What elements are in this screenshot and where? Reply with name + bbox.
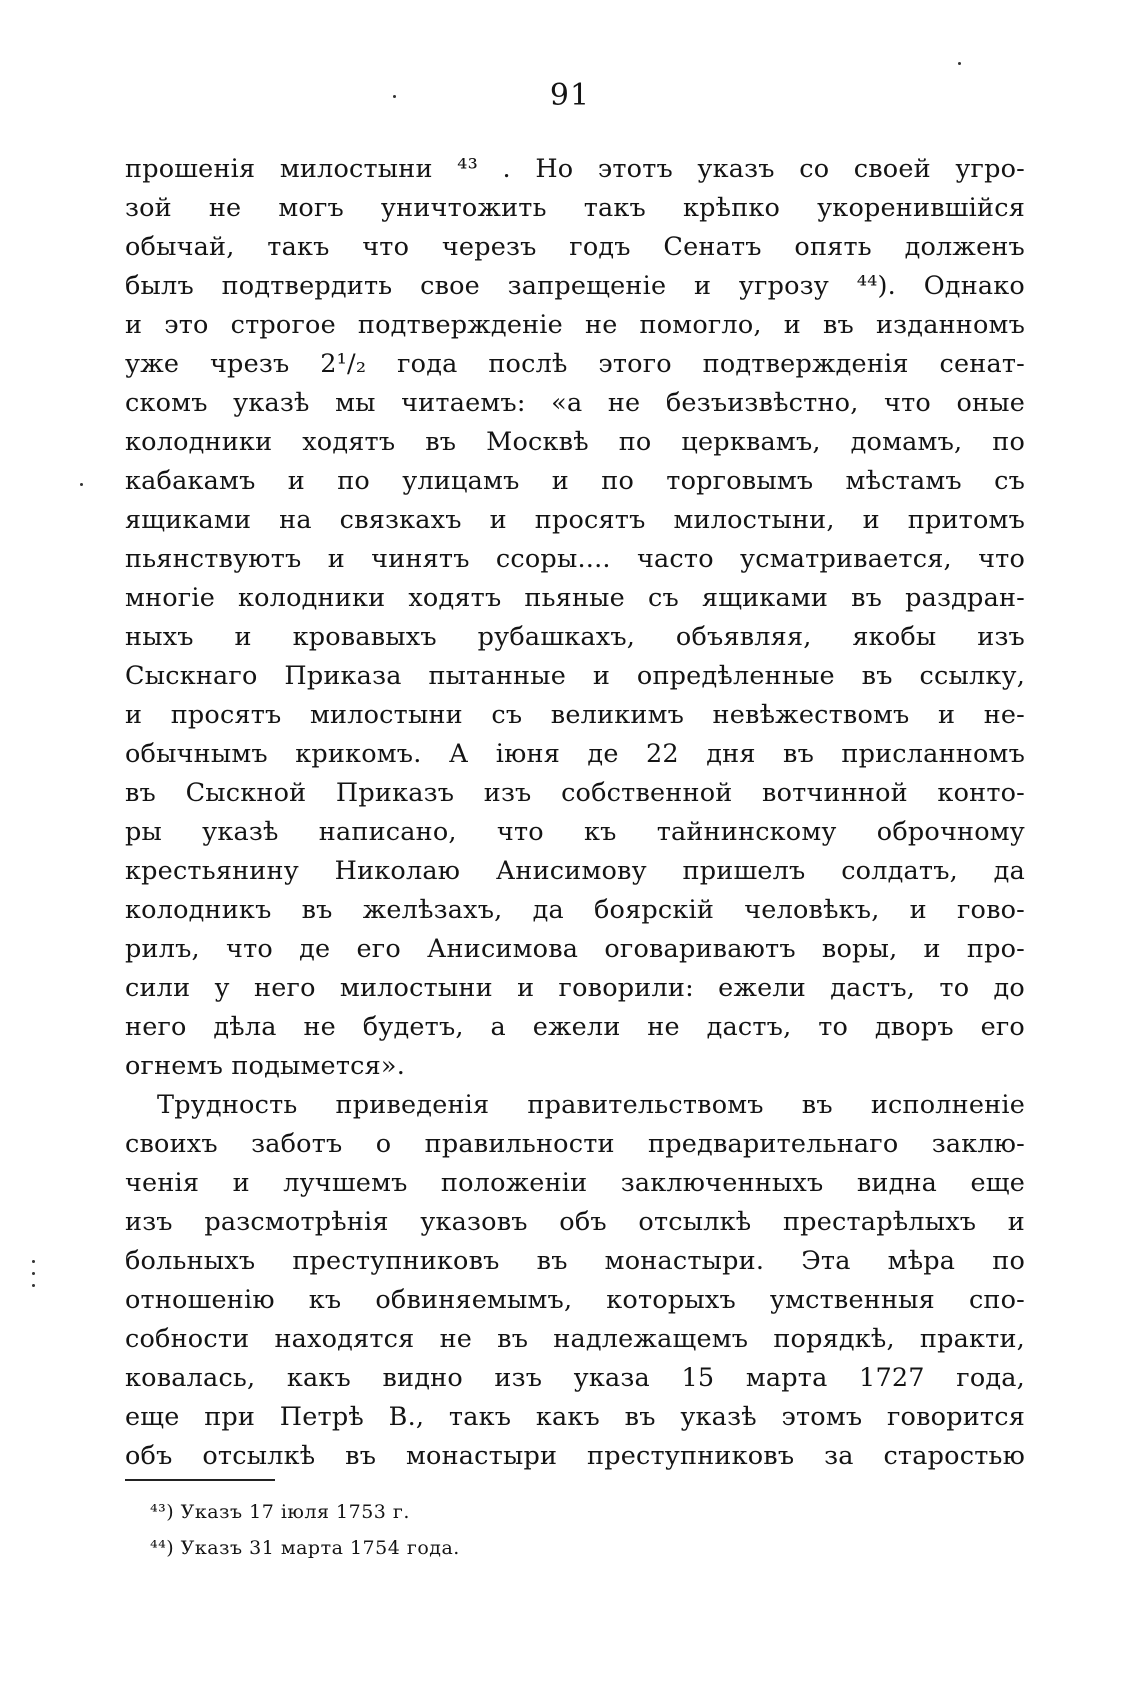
body-text <box>125 150 1025 1476</box>
text-line: скомъ указѣ мы читаемъ: «а не безъизвѣстно, что оные <box>125 388 1025 418</box>
text-line: обычай, такъ что черезъ годъ Сенатъ опять долженъ <box>125 232 1025 262</box>
text-line: него дѣла не будетъ, а ежели не дастъ, то дворъ его <box>125 1012 1025 1042</box>
footnotes <box>150 1494 950 1566</box>
text-line: ры указѣ написано, что къ тайнинскому оброчному <box>125 817 1025 847</box>
text-line: кабакамъ и по улицамъ и по торговымъ мѣстамъ съ <box>125 466 1025 496</box>
footnote-43: ⁴³) Указъ 17 іюля 1753 г. <box>150 1501 410 1523</box>
text-line: огнемъ подымется». <box>125 1051 406 1081</box>
text-line: колодникъ въ желѣзахъ, да боярскій человѣкъ, и гово- <box>125 895 1025 925</box>
text-line: своихъ заботъ о правильности предварительнаго заклю- <box>125 1129 1025 1159</box>
text-line: рилъ, что де его Анисимова оговариваютъ воры, и про- <box>125 934 1025 964</box>
text-line: пьянствуютъ и чинятъ ссоры.... часто усматривается, что <box>125 544 1025 574</box>
print-speck <box>80 483 83 486</box>
text-line: ковалась, какъ видно изъ указа 15 марта 1727 года, <box>125 1363 1025 1393</box>
print-speck <box>32 1260 35 1263</box>
text-line: крестьянину Николаю Анисимову пришелъ солдатъ, да <box>125 856 1025 886</box>
text-line: ящиками на связкахъ и просятъ милостыни, и притомъ <box>125 505 1025 535</box>
text-line: больныхъ преступниковъ въ монастыри. Эта мѣра по <box>125 1246 1025 1276</box>
text-line: зой не могъ уничтожить такъ крѣпко укоренившійся <box>125 193 1025 223</box>
text-line: обычнымъ крикомъ. А іюня де 22 дня въ присланномъ <box>125 739 1025 769</box>
text-line: въ Сыскной Приказъ изъ собственной вотчинной конто- <box>125 778 1025 808</box>
text-line: ченія и лучшемъ положеніи заключенныхъ видна еще <box>125 1168 1025 1198</box>
text-line: отношенію къ обвиняемымъ, которыхъ умственныя спо- <box>125 1285 1025 1315</box>
text-line: колодники ходятъ въ Москвѣ по церквамъ, домамъ, по <box>125 427 1025 457</box>
print-speck <box>958 62 961 65</box>
text-line: былъ подтвердить свое запрещеніе и угрозу ⁴⁴). Однако <box>125 271 1025 301</box>
paragraph-start-line: Трудность приведенія правительствомъ въ исполненіе <box>157 1090 1025 1120</box>
print-speck <box>393 95 396 98</box>
text-line: многіе колодники ходятъ пьяные съ ящиками въ раздран- <box>125 583 1025 613</box>
page-number: 91 <box>549 78 591 113</box>
text-line: собности находятся не въ надлежащемъ порядкѣ, практи, <box>125 1324 1025 1354</box>
text-line: и это строгое подтвержденіе не помогло, и въ изданномъ <box>125 310 1025 340</box>
print-speck <box>32 1284 35 1287</box>
text-line: прошенія милостыни ⁴³ . Но этотъ указъ со своей угро- <box>125 154 1025 184</box>
text-line: сили у него милостыни и говорили: ежели дастъ, то до <box>125 973 1025 1003</box>
text-line: и просятъ милостыни съ великимъ невѣжествомъ и не- <box>125 700 1025 730</box>
print-speck <box>32 1272 35 1275</box>
text-line: Сыскнаго Приказа пытанные и опредѣленные въ ссылку, <box>125 661 1025 691</box>
text-line: ныхъ и кровавыхъ рубашкахъ, объявляя, якобы изъ <box>125 622 1025 652</box>
text-line: изъ разсмотрѣнія указовъ объ отсылкѣ престарѣлыхъ и <box>125 1207 1025 1237</box>
text-line: еще при Петрѣ В., такъ какъ въ указѣ этомъ говорится <box>125 1402 1025 1432</box>
text-line: уже чрезъ 2¹/₂ года послѣ этого подтвержденія сенат- <box>125 349 1025 379</box>
footnote-separator <box>125 1479 275 1481</box>
footnote-44: ⁴⁴) Указъ 31 марта 1754 года. <box>150 1537 460 1559</box>
text-line: объ отсылкѣ въ монастыри преступниковъ за старостью <box>125 1441 1025 1471</box>
